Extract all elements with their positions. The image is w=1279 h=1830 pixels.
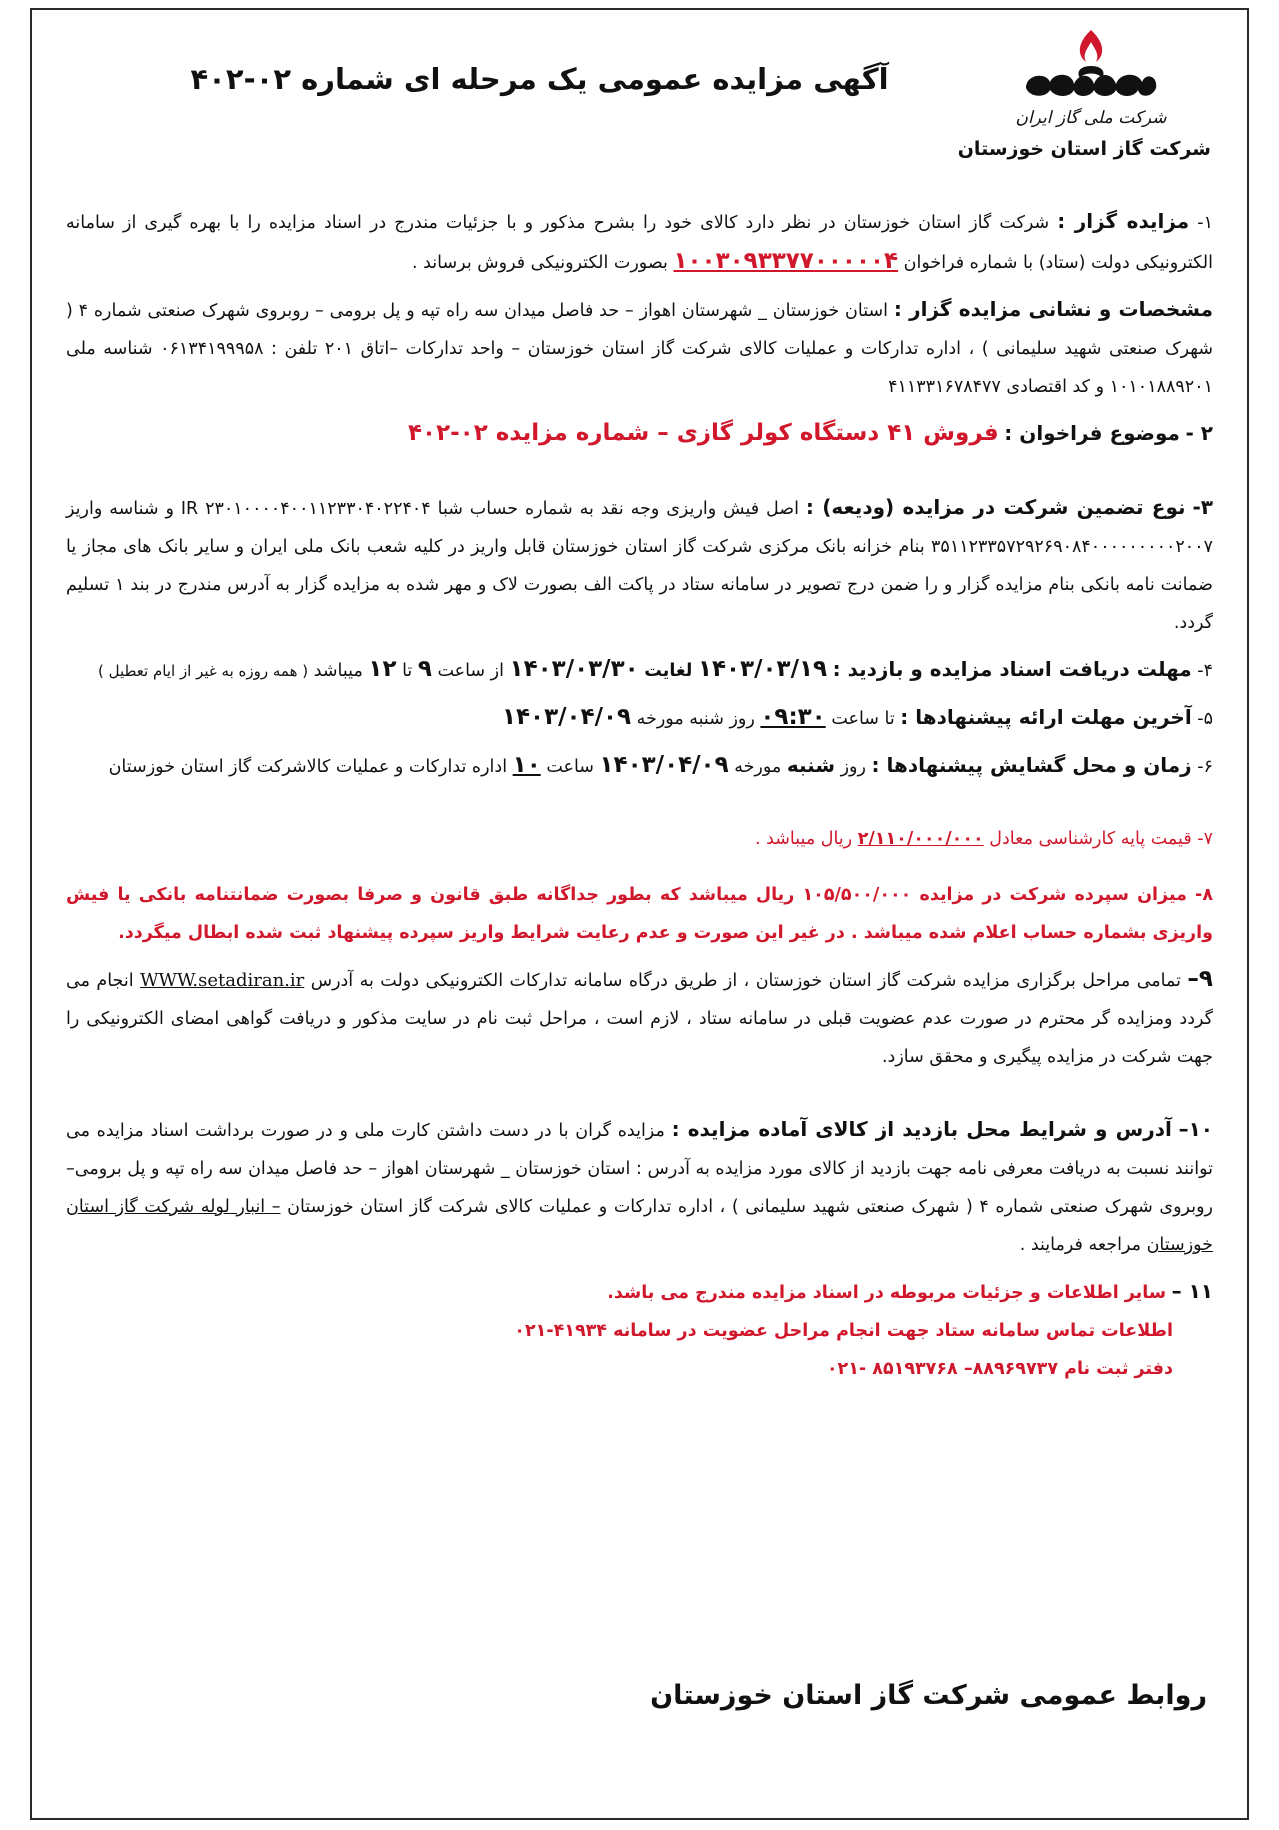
section-11-number: ۱۱ – bbox=[1171, 1279, 1213, 1303]
section-5-pre: تا ساعت bbox=[831, 709, 895, 729]
section-10-number: ۱۰– bbox=[1178, 1117, 1213, 1141]
section-6-date: ۱۴۰۳/۰۴/۰۹ bbox=[599, 752, 729, 778]
section-7-text-b: ریال میباشد . bbox=[754, 829, 853, 849]
section-4-date-from: ۱۴۰۳/۰۳/۱۹ bbox=[697, 656, 828, 682]
section-10-label: آدرس و شرایط محل بازدید از کالای آماده مزایده : bbox=[671, 1117, 1172, 1141]
page-title: آگهی مزایده عمومی یک مرحله ای شماره ۰۲-۴۰۲ bbox=[190, 62, 889, 96]
section-4-label: مهلت دریافت اسناد مزایده و بازدید : bbox=[832, 657, 1192, 681]
section-6-hour: ۱۰ bbox=[512, 752, 541, 778]
section-6-place: اداره تدارکات و عملیات کالاشرکت گاز استان خوزستان bbox=[108, 757, 508, 777]
section-3-text: اصل فیش واریزی وجه نقد به شماره حساب شبا IR ۲۳۰۱۰۰۰۰۴۰۰۱۱۲۳۳۰۴۰۲۲۴۰۴ و شناسه واریز ۳۵۱۱۲۳۳۵۷۲۹۲۶۹۰۸۴۰۰۰۰۰۰۰۰۰۲۰۰۷ بنام خزانه بانک مرکزی شرکت گاز استان خوزستان قابل واریز در کلیه شعب بانک ملی ایران و سایر بانک های مجاز یا ضمانت نامه بانکی بنام مزایده گزار و را ضمن درج تصویر در سامانه ستاد در پاکت الف بصورت لاک و مهر شده به مزایده گزار به آدرس مندرج در بند ۱ تسلیم گردد. bbox=[66, 499, 1213, 633]
section-8-text-b: ریال میباشد که بطور جداگانه طبق قانون و صرفا بصورت ضمانتنامه بانکی یا فیش واریزی بشماره حساب اعلام شده میباشد . در غیر این صورت و عدم رعایت شرایط واریز سپرده پیشنهاد ثبت شده ابطال میگردد. bbox=[66, 885, 1213, 943]
section-5-date: ۱۴۰۳/۰۴/۰۹ bbox=[501, 704, 632, 730]
section-4-until: لغایت bbox=[644, 661, 693, 681]
section-9-text-a: تمامی مراحل برگزاری مزایده شرکت گاز استان خوزستان ، از طریق درگاه سامانه تدارکات الکترونیکی دولت به آدرس bbox=[310, 971, 1181, 991]
section-5-number: ۵- bbox=[1197, 709, 1213, 729]
company-name: شرکت گاز استان خوزستان bbox=[957, 138, 1211, 160]
section-5-label: آخرین مهلت ارائه پیشنهادها : bbox=[900, 705, 1192, 729]
deposit-amount: ۱۰۵/۵۰۰/۰۰۰ bbox=[802, 885, 912, 905]
bidder-spec bbox=[66, 290, 1213, 406]
section-4-to: تا bbox=[402, 661, 413, 681]
section-6-number: ۶- bbox=[1197, 757, 1213, 777]
section-6-day: شنبه bbox=[786, 753, 835, 777]
call-number: ۱۰۰۳۰۹۳۳۷۷۰۰۰۰۰۴ bbox=[673, 248, 899, 274]
section-6-day-pre: روز bbox=[840, 757, 866, 777]
section-6-hour-pre: ساعت bbox=[546, 757, 594, 777]
section-7-text-a: قیمت پایه کارشناسی معادل bbox=[989, 829, 1192, 849]
section-8 bbox=[66, 876, 1213, 952]
section-11-line-1: سایر اطلاعات و جزئیات مربوطه در اسناد مزایده مندرج می باشد. bbox=[607, 1283, 1167, 1303]
section-10-text-b: – انبار لوله شرکت گاز استان خوزستان bbox=[66, 1197, 1213, 1255]
footer-signature: روابط عمومی شرکت گاز استان خوزستان bbox=[650, 1680, 1207, 1711]
section-9-text-b: انجام می گردد ومزایده گر محترم در صورت عدم عضویت قبلی در سامانه ستاد ، لازم است ، مراحل ثبت نام در سایت مذکور و دریافت گواهی امضای الکترونیکی را جهت شرکت در مزایده پیگیری و محقق سازد. bbox=[66, 971, 1213, 1067]
section-11-line-3: دفتر ثبت نام ۸۸۹۶۹۷۳۷– ۸۵۱۹۳۷۶۸ -۰۲۱ bbox=[826, 1359, 1173, 1379]
section-5-time: ۰۹:۳۰ bbox=[760, 704, 826, 730]
section-1 bbox=[66, 202, 1213, 282]
company-logo bbox=[1001, 26, 1181, 128]
logo-script-text: شرکت ملی گاز ایران bbox=[1015, 108, 1167, 128]
section-4-tail: میباشد bbox=[313, 661, 363, 681]
section-2-number: ۲ - bbox=[1185, 421, 1213, 445]
section-5-mid: روز شنبه مورخه bbox=[636, 709, 755, 729]
section-6-date-pre: مورخه bbox=[734, 757, 782, 777]
section-4-hour-a: ۹ bbox=[417, 656, 432, 682]
section-3-label: نوع تضمین شرکت در مزایده (ودیعه) : bbox=[805, 495, 1186, 519]
section-11 bbox=[66, 1272, 1213, 1388]
section-1-text-a: شرکت گاز استان خوزستان در نظر دارد کالای خود را بشرح مذکور و با جزئیات مندرج در اسناد مزایده را با بهره گیری از سامانه الکترونیکی دولت (ستاد) با شماره فراخوان bbox=[66, 213, 1213, 273]
section-7 bbox=[66, 820, 1213, 858]
section-6 bbox=[66, 746, 1213, 786]
base-price: ۲/۱۱۰/۰۰۰/۰۰۰ bbox=[857, 829, 984, 849]
notice-frame bbox=[30, 8, 1249, 1820]
section-3-number: ۳- bbox=[1192, 495, 1213, 519]
section-4-from-hour: از ساعت bbox=[437, 661, 504, 681]
section-4-hour-b: ۱۲ bbox=[368, 656, 397, 682]
section-10 bbox=[66, 1110, 1213, 1264]
bidder-spec-text: استان خوزستان _ شهرستان اهواز – حد فاصل میدان سه راه تپه و پل برومی – روبروی شهرک صنعتی شماره ۴ ( شهرک صنعتی شهید سلیمانی ) ، اداره تدارکات و عملیات کالای شرکت گاز استان خوزستان – واحد تدارکات –اتاق ۲۰۱ تلفن : ۰۶۱۳۴۱۹۹۹۵۸ شناسه ملی ۱۰۱۰۱۸۸۹۲۰۱ و کد اقتصادی ۴۱۱۳۳۱۶۷۸۴۷۷ bbox=[66, 301, 1213, 397]
section-8-text-a: میزان سپرده شرکت در مزایده bbox=[919, 885, 1187, 905]
section-3 bbox=[66, 488, 1213, 642]
section-7-number: ۷- bbox=[1197, 829, 1213, 849]
setadiran-link[interactable]: WWW.setadiran.ir bbox=[140, 970, 305, 991]
section-4-note: ( همه روزه به غیر از ایام تعطیل ) bbox=[97, 662, 309, 680]
section-10-text-c: مراجعه فرمایند . bbox=[1019, 1235, 1141, 1255]
section-1-label: مزایده گزار : bbox=[1057, 209, 1190, 233]
section-2-label: موضوع فراخوان : bbox=[1004, 421, 1180, 445]
section-4-number: ۴- bbox=[1197, 661, 1213, 681]
section-1-number: ۱- bbox=[1197, 213, 1213, 233]
section-1-text-b: بصورت الکترونیکی فروش برساند . bbox=[412, 253, 668, 273]
notice-header bbox=[32, 10, 1247, 200]
section-9-number: ۹– bbox=[1187, 966, 1213, 992]
section-8-number: ۸- bbox=[1195, 885, 1213, 905]
section-4 bbox=[66, 650, 1213, 690]
notice-body bbox=[66, 202, 1213, 1396]
section-2 bbox=[66, 414, 1213, 454]
section-10-text-a: مزایده گران با در دست داشتن کارت ملی و در صورت برداشت اسناد مزایده می توانند نسبت به دریافت معرفی نامه جهت بازدید از کالای مورد مزایده به آدرس : استان خوزستان _ شهرستان اهواز – حد فاصل میدان سه راه تپه و پل برومی– روبروی شهرک صنعتی شماره ۴ ( شهرک صنعتی شهید سلیمانی ) ، اداره تدارکات و عملیات کالای شرکت گاز استان خوزستان bbox=[66, 1121, 1213, 1217]
section-4-date-to: ۱۴۰۳/۰۳/۳۰ bbox=[509, 656, 639, 682]
gas-flame-logo-icon bbox=[1016, 26, 1166, 106]
section-6-label: زمان و محل گشایش پیشنهادها : bbox=[871, 753, 1192, 777]
section-5 bbox=[66, 698, 1213, 738]
section-11-line-2: اطلاعات تماس سامانه ستاد جهت انجام مراحل عضویت در سامانه ۴۱۹۳۴-۰۲۱ bbox=[514, 1321, 1173, 1341]
section-2-subject: فروش ۴۱ دستگاه کولر گازی – شماره مزایده ۰۲-۴۰۲ bbox=[408, 420, 999, 446]
bidder-spec-label: مشخصات و نشانی مزایده گزار : bbox=[893, 297, 1213, 321]
section-9 bbox=[66, 960, 1213, 1076]
